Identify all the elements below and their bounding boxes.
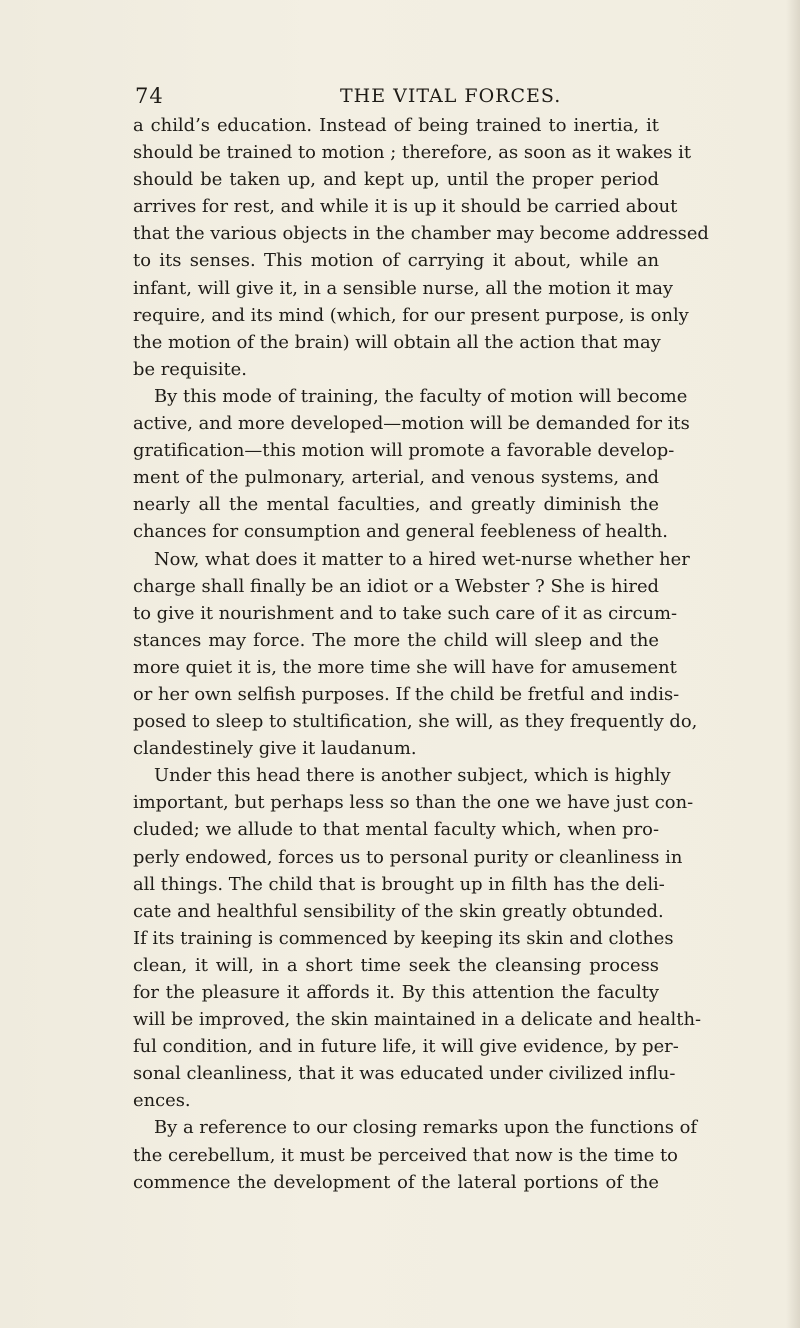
- text-line: arrives for rest, and while it is up it should be carried about: [133, 196, 678, 218]
- text-line: be requisite.: [133, 358, 247, 380]
- text-line: will be improved, the skin maintained in a delicate and health-: [133, 1009, 702, 1031]
- text-line: the cerebellum, it must be perceived that now is the time to: [133, 1144, 678, 1166]
- text-line: active, and more developed—motion will be demanded for its: [133, 413, 690, 435]
- text-line: gratification—this motion will promote a favorable develop-: [133, 440, 675, 462]
- text-line: Now, what does it matter to a hired wet-nurse whether her: [154, 548, 690, 570]
- text-line: ences.: [133, 1090, 191, 1112]
- text-line: clandestinely give it laudanum.: [133, 738, 417, 760]
- text-line: for the pleasure it affords it. By this attention the faculty: [133, 982, 659, 1003]
- text-line: a child’s education. Instead of being trained to inertia, it: [133, 115, 659, 136]
- text-line: posed to sleep to stultification, she will, as they frequently do,: [133, 711, 698, 733]
- text-line: stances may force. The more the child will sleep and the: [133, 629, 659, 651]
- text-line: to its senses. This motion of carrying it about, while an: [133, 250, 659, 272]
- text-line: Under this head there is another subject, which is highly: [154, 765, 671, 787]
- text-line: sonal cleanliness, that it was educated under civilized influ-: [133, 1063, 676, 1085]
- text-line: By a reference to our closing remarks upon the functions of: [154, 1117, 697, 1139]
- text-line: charge shall finally be an idiot or a Webster ? She is hired: [133, 575, 659, 597]
- text-line: ment of the pulmonary, arterial, and venous systems, and: [133, 467, 659, 489]
- text-line: If its training is commenced by keeping its skin and clothes: [133, 927, 674, 949]
- page-edge-shadow: [786, 0, 800, 1328]
- text-line: cate and healthful sensibility of the skin greatly obtunded.: [133, 900, 664, 922]
- text-line: to give it nourishment and to take such care of it as circum-: [133, 602, 677, 624]
- text-line: By this mode of training, the faculty of motion will become: [154, 385, 688, 407]
- text-line: nearly all the mental faculties, and greatly diminish the: [133, 494, 659, 516]
- running-head: THE VITAL FORCES.: [340, 85, 562, 107]
- page-header: [135, 84, 655, 114]
- text-line: perly endowed, forces us to personal purity or cleanliness in: [133, 846, 683, 868]
- page-number: 74: [135, 84, 164, 108]
- text-line: ful condition, and in future life, it will give evidence, by per-: [133, 1036, 679, 1058]
- text-line: clean, it will, in a short time seek the cleansing process: [133, 954, 659, 976]
- text-line: all things. The child that is brought up in filth has the deli-: [133, 873, 665, 895]
- text-line: should be taken up, and kept up, until the proper period: [133, 169, 659, 191]
- text-line: commence the development of the lateral portions of the: [133, 1171, 659, 1193]
- text-line: or her own selfish purposes. If the child be fretful and indis-: [133, 683, 680, 705]
- text-line: should be trained to motion ; therefore, as soon as it wakes it: [133, 142, 692, 164]
- text-line: important, but perhaps less so than the one we have just con-: [133, 792, 694, 814]
- text-line: chances for consumption and general feebleness of health.: [133, 521, 668, 543]
- text-line: infant, will give it, in a sensible nurse, all the motion it may: [133, 277, 674, 299]
- text-line: that the various objects in the chamber may become addressed: [133, 223, 709, 245]
- text-line: the motion of the brain) will obtain all the action that may: [133, 331, 661, 353]
- text-line: require, and its mind (which, for our present purpose, is only: [133, 304, 689, 326]
- body-text: [133, 112, 709, 1196]
- text-line: cluded; we allude to that mental faculty which, when pro-: [133, 819, 659, 841]
- text-line: more quiet it is, the more time she will have for amusement: [133, 656, 677, 678]
